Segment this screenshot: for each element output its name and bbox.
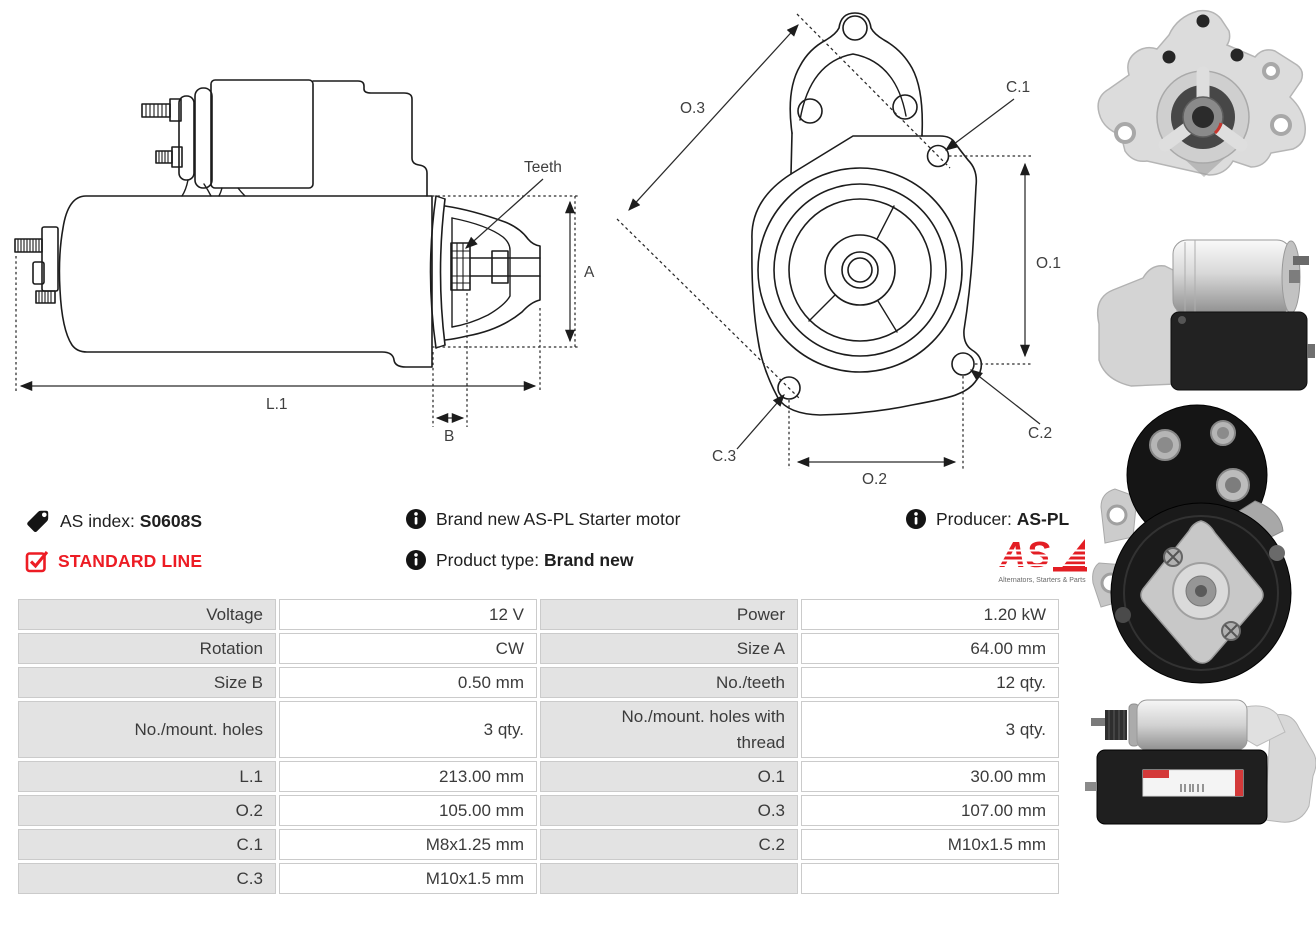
- spec-value: M10x1.5 mm: [801, 829, 1059, 860]
- motor-body: [59, 196, 432, 367]
- producer-value: AS-PL: [1016, 508, 1070, 529]
- spec-table: [15, 596, 1062, 897]
- standard-line-row: [25, 549, 202, 573]
- brand-new-text: Brand new AS-PL Starter motor: [436, 508, 681, 529]
- side-view-drawing: [0, 0, 620, 495]
- spec-value: 30.00 mm: [801, 761, 1059, 792]
- product-photo-front[interactable]: [1085, 5, 1316, 227]
- product-type-value: Brand new: [544, 549, 634, 570]
- solenoid-stud-2: [156, 151, 172, 163]
- spec-label: No./mount. holes with thread: [540, 701, 798, 758]
- spec-value: 12 V: [279, 599, 537, 630]
- product-photo-rear[interactable]: [1085, 393, 1316, 685]
- spec-label: C.2: [540, 829, 798, 860]
- tag-icon: [25, 508, 51, 534]
- spec-value-empty: [801, 863, 1059, 894]
- front-view-drawing: [610, 0, 1088, 495]
- table-row: [18, 863, 1059, 894]
- spec-value: 0.50 mm: [279, 667, 537, 698]
- table-row: [18, 701, 1059, 758]
- dim-label-c1: C.1: [1006, 79, 1031, 96]
- info-icon: [405, 549, 427, 571]
- dim-label-o3: O.3: [680, 100, 705, 117]
- solenoid-ring-2: [195, 88, 212, 188]
- spec-value: 12 qty.: [801, 667, 1059, 698]
- dim-label-teeth: Teeth: [524, 159, 562, 176]
- hole-c2: [952, 353, 974, 375]
- dim-label-b: B: [444, 428, 455, 445]
- mounting-flange: [752, 136, 982, 415]
- spec-label: O.3: [540, 795, 798, 826]
- spec-value: CW: [279, 633, 537, 664]
- spec-value: M10x1.5 mm: [279, 863, 537, 894]
- product-type-label: Product type:: [436, 549, 540, 570]
- spec-value: M8x1.25 mm: [279, 829, 537, 860]
- product-type-row: [405, 549, 633, 571]
- dim-label-a: A: [584, 264, 595, 281]
- brand-new-row: [405, 508, 680, 530]
- spec-value: 64.00 mm: [801, 633, 1059, 664]
- spec-label-empty: [540, 863, 798, 894]
- table-row: [18, 599, 1059, 630]
- producer-row: [905, 508, 1069, 530]
- as-index-row: [25, 508, 202, 534]
- spec-value: 3 qty.: [279, 701, 537, 758]
- spec-label: Voltage: [18, 599, 276, 630]
- spec-value: 1.20 kW: [801, 599, 1059, 630]
- dim-label-l1: L.1: [266, 396, 288, 413]
- spec-label: Power: [540, 599, 798, 630]
- dim-label-o1: O.1: [1036, 255, 1061, 272]
- spec-label: C.1: [18, 829, 276, 860]
- as-pl-logo-subtext: Alternators, Starters & Parts: [998, 577, 1086, 584]
- product-photo-side[interactable]: [1085, 228, 1316, 396]
- table-row: [18, 761, 1059, 792]
- as-index-label: AS index:: [60, 510, 135, 531]
- spec-label: Rotation: [18, 633, 276, 664]
- as-pl-logo: [995, 533, 1090, 585]
- as-index-value: S0608S: [139, 510, 203, 531]
- dim-label-c2: C.2: [1028, 425, 1053, 442]
- producer-label: Producer:: [936, 508, 1012, 529]
- spec-label: No./teeth: [540, 667, 798, 698]
- spec-label: Size B: [18, 667, 276, 698]
- top-ear-hole: [843, 16, 867, 40]
- spec-label: Size A: [540, 633, 798, 664]
- spec-label: C.3: [18, 863, 276, 894]
- table-row: [18, 667, 1059, 698]
- spec-value: 3 qty.: [801, 701, 1059, 758]
- solenoid-body: [211, 80, 313, 188]
- spec-value: 213.00 mm: [279, 761, 537, 792]
- product-photo-label[interactable]: [1085, 688, 1316, 836]
- table-row: [18, 829, 1059, 860]
- dim-label-c3: C.3: [712, 448, 737, 465]
- spec-label: L.1: [18, 761, 276, 792]
- standard-line-badge: STANDARD LINE: [58, 550, 203, 571]
- info-icon: [905, 508, 927, 530]
- table-row: [18, 795, 1059, 826]
- table-row: [18, 633, 1059, 664]
- dim-label-o2: O.2: [862, 471, 887, 488]
- spec-label: No./mount. holes: [18, 701, 276, 758]
- spec-label: O.1: [540, 761, 798, 792]
- product-photos: [1085, 0, 1316, 936]
- spec-value: 107.00 mm: [801, 795, 1059, 826]
- checkbox-checked-icon: [25, 549, 49, 573]
- lobe-hole-right: [893, 95, 917, 119]
- spec-label: O.2: [18, 795, 276, 826]
- spec-value: 105.00 mm: [279, 795, 537, 826]
- rear-stud: [15, 239, 42, 252]
- info-icon: [405, 508, 427, 530]
